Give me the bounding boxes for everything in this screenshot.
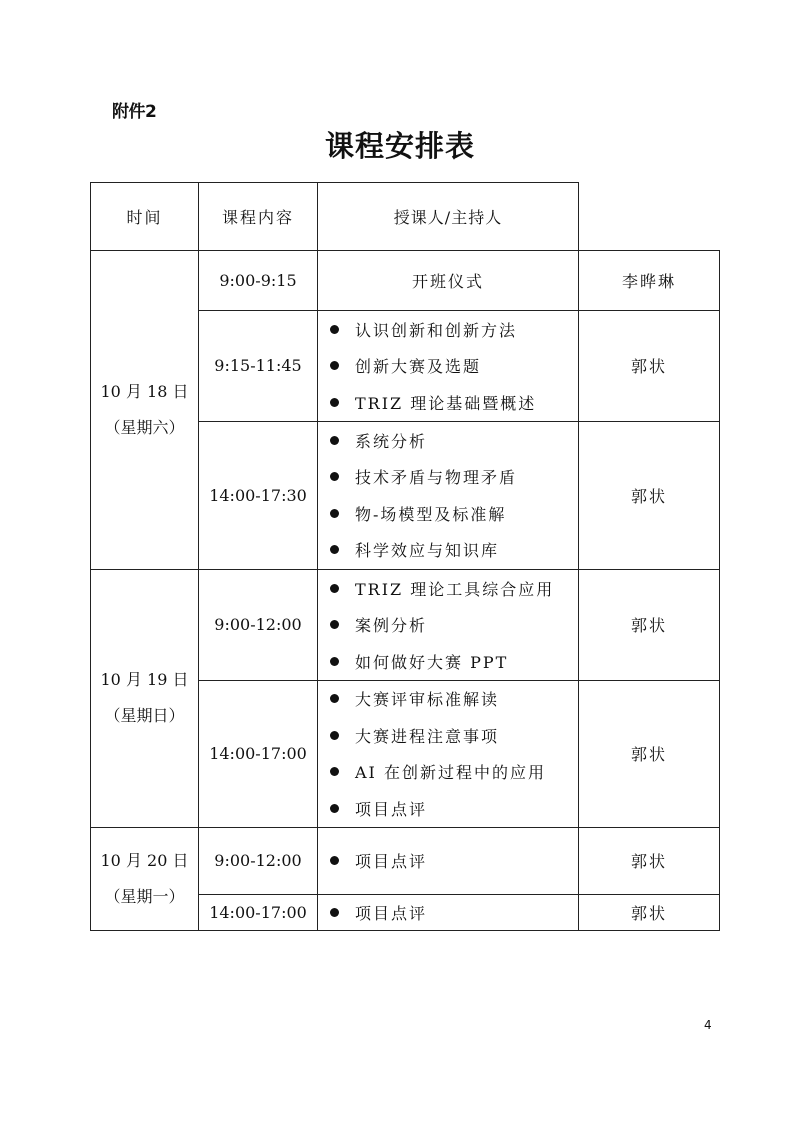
session-teacher: 郭状	[579, 894, 720, 930]
bullet-icon	[330, 908, 339, 917]
bullet-icon	[330, 472, 339, 481]
bullet-icon	[330, 398, 339, 407]
day-weekday: （星期日）	[104, 706, 185, 725]
header-content: 课程内容	[199, 183, 318, 251]
page-number: 4	[704, 1018, 712, 1032]
list-item: TRIZ 理论基础暨概述	[318, 384, 578, 421]
bullet-icon	[330, 804, 339, 813]
session-items	[318, 421, 579, 569]
day-date: 10 月 19 日	[100, 670, 189, 689]
session-title: 开班仪式	[318, 251, 579, 311]
session-time: 9:00-9:15	[199, 251, 318, 311]
bullet-icon	[330, 361, 339, 370]
session-teacher: 郭状	[579, 311, 720, 422]
list-item: 项目点评	[318, 895, 578, 929]
table-row	[91, 827, 720, 894]
session-time: 14:00-17:00	[199, 894, 318, 930]
list-item: 科学效应与知识库	[318, 532, 578, 569]
session-teacher: 郭状	[579, 569, 720, 680]
bullet-icon	[330, 731, 339, 740]
list-item: 物-场模型及标准解	[318, 495, 578, 532]
session-teacher: 郭状	[579, 827, 720, 894]
bullet-icon	[330, 620, 339, 629]
list-item: TRIZ 理论工具综合应用	[318, 570, 578, 607]
session-teacher: 郭状	[579, 421, 720, 569]
schedule-table	[90, 182, 720, 931]
bullet-icon	[330, 856, 339, 865]
bullet-icon	[330, 509, 339, 518]
list-item: 案例分析	[318, 606, 578, 643]
session-teacher: 李晔琳	[579, 251, 720, 311]
attachment-label: 附件2	[112, 102, 157, 122]
bullet-icon	[330, 694, 339, 703]
list-item: 技术矛盾与物理矛盾	[318, 459, 578, 496]
day-date: 10 月 18 日	[100, 381, 189, 401]
table-row	[91, 569, 720, 680]
session-items	[318, 894, 579, 930]
bullet-icon	[330, 436, 339, 445]
day-cell	[91, 569, 199, 827]
bullet-icon	[330, 657, 339, 666]
session-time: 14:00-17:30	[199, 421, 318, 569]
table-header-row	[91, 183, 720, 251]
bullet-icon	[330, 545, 339, 554]
list-item: 大赛进程注意事项	[318, 717, 578, 754]
day-date: 10 月 20 日	[100, 850, 189, 870]
bullet-icon	[330, 325, 339, 334]
header-time: 时间	[91, 183, 199, 251]
session-teacher: 郭状	[579, 680, 720, 827]
list-item: 项目点评	[318, 790, 578, 827]
day-weekday: （星期六）	[104, 417, 185, 437]
list-item: 大赛评审标准解读	[318, 681, 578, 718]
day-cell	[91, 251, 199, 570]
bullet-icon	[330, 767, 339, 776]
list-item: 创新大赛及选题	[318, 348, 578, 385]
bullet-icon	[330, 584, 339, 593]
day-cell	[91, 827, 199, 930]
session-items	[318, 680, 579, 827]
session-items	[318, 827, 579, 894]
list-item: 如何做好大赛 PPT	[318, 643, 578, 680]
session-time: 14:00-17:00	[199, 680, 318, 827]
session-items	[318, 311, 579, 422]
day-weekday: （星期一）	[104, 886, 185, 906]
header-teacher: 授课人/主持人	[318, 183, 579, 251]
list-item: AI 在创新过程中的应用	[318, 754, 578, 791]
session-items	[318, 569, 579, 680]
page-title: 课程安排表	[324, 129, 475, 163]
session-time: 9:00-12:00	[199, 827, 318, 894]
session-time: 9:15-11:45	[199, 311, 318, 422]
table-row	[91, 251, 720, 311]
list-item: 项目点评	[318, 842, 578, 879]
session-time: 9:00-12:00	[199, 569, 318, 680]
list-item: 认识创新和创新方法	[318, 311, 578, 348]
list-item: 系统分析	[318, 422, 578, 459]
